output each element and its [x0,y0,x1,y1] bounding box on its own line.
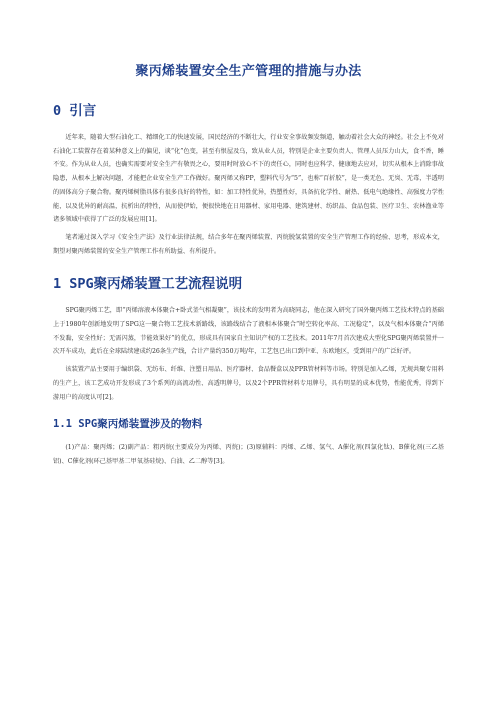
doc-title: 聚丙烯装置安全生产管理的措施与办法 [135,64,362,79]
section-1-1-paragraph-1: (1)产品：聚丙烯；(2)副产品：粗丙烷(主要成分为丙烯、丙烷)；(3)原辅料：丙烯、乙烯、氢气、A催化剂(四氯化钛)、B催化剂(三乙基铝)、C催化剂(环己基甲基二甲氧基硅烷)、白油、乙二醇等[3]。 [53,444,444,465]
section-intro-heading: 0 引言 [53,103,97,119]
section-1-heading: 1 SPG聚丙烯装置工艺流程说明 [53,276,243,293]
intro-paragraph-1: 近年来，随着大型石油化工、精细化工的快速发展，国民经济的不断壮大，行业安全事故频发频道，触动着社会大众的神经。社会上不免对石油化工装置存在着某种意义上的偏见，谈“化”色变，甚至有恨屋及乌，致从业人员，特别是企业主要负责人、管理人员压力山大，食不香，睡不安。作为从业人员，也确实需要对安全生产有敬畏之心，要用时时放心不下的责任心，同时也应科学、健康地去应对，切实从根本上消除事故隐患，从根本上解决问题，才能把企业安全生产工作做好。聚丙烯又称PP，塑料代号为“5”，也称“百折胶”，是一类无色、无臭、无毒，半透明的固体高分子聚合物。聚丙烯树脂具体有很多良好的特性，如：加工特性优异，热塑性好，具备抗化学性、耐热、低电气绝缘性、高强度力学性能，以及优异的耐高温，抗析出的特性，从而使伊始，便很快地在日用器材、家用电器、建筑建材、纺织品、食品包装、医疗卫生、农林渔业等诸多领域中获得了广泛的发展应用[1]。 [53,134,444,224]
section-1-1-heading: 1.1 SPG聚丙烯装置涉及的物料 [53,418,203,431]
section-1-paragraph-2: 该装置产品主要用于编织袋、无纺布、纤维、注塑日用品、医疗器材、食品餐盒以及PPR管材料等市场。特别是加入乙烯，无规共聚专用料的生产上，该工艺成功开发形成了3个系列的高流动性、高透明牌号，以及2个PPR管材料专用牌号，具有明显的成本优势，性能优秀，得到下游用户的高度认可[2]。 [53,366,444,401]
section-1-paragraph-1: SPG聚丙烯工艺，即“丙烯溶液本体聚合+卧式釜气相凝聚”，该技术的发明者为高晓同志，他在深入研究了国外聚丙烯工艺技术特点的基础上于1980年创新地发明了SPG这一聚合物工艺技术新路线，该路线结合了液相本体聚合“时空转化率高、工况稳定”，以及气相本体聚合“丙烯不发黏，安全性好；无需闪蒸，节能效果好”的优点，形成具有国家自主知识产权的工艺技术。2011年7月首次建成大型化SPG聚丙烯装置并一次开车成功，此后在全球陆续建成约26条生产线，合计产量约350万吨/年，工艺包已出口到中亚、东欧地区，受到用户的广泛好评。 [53,307,444,356]
intro-paragraph-2: 笔者通过深入学习《安全生产法》及行业法律法规，结合多年在聚丙烯装置、丙烷脱氢装置的安全生产管理工作的经验、思考，形成本文，期望对聚丙烯装置的安全生产管理工作有所助益、有所提升。 [53,233,444,255]
